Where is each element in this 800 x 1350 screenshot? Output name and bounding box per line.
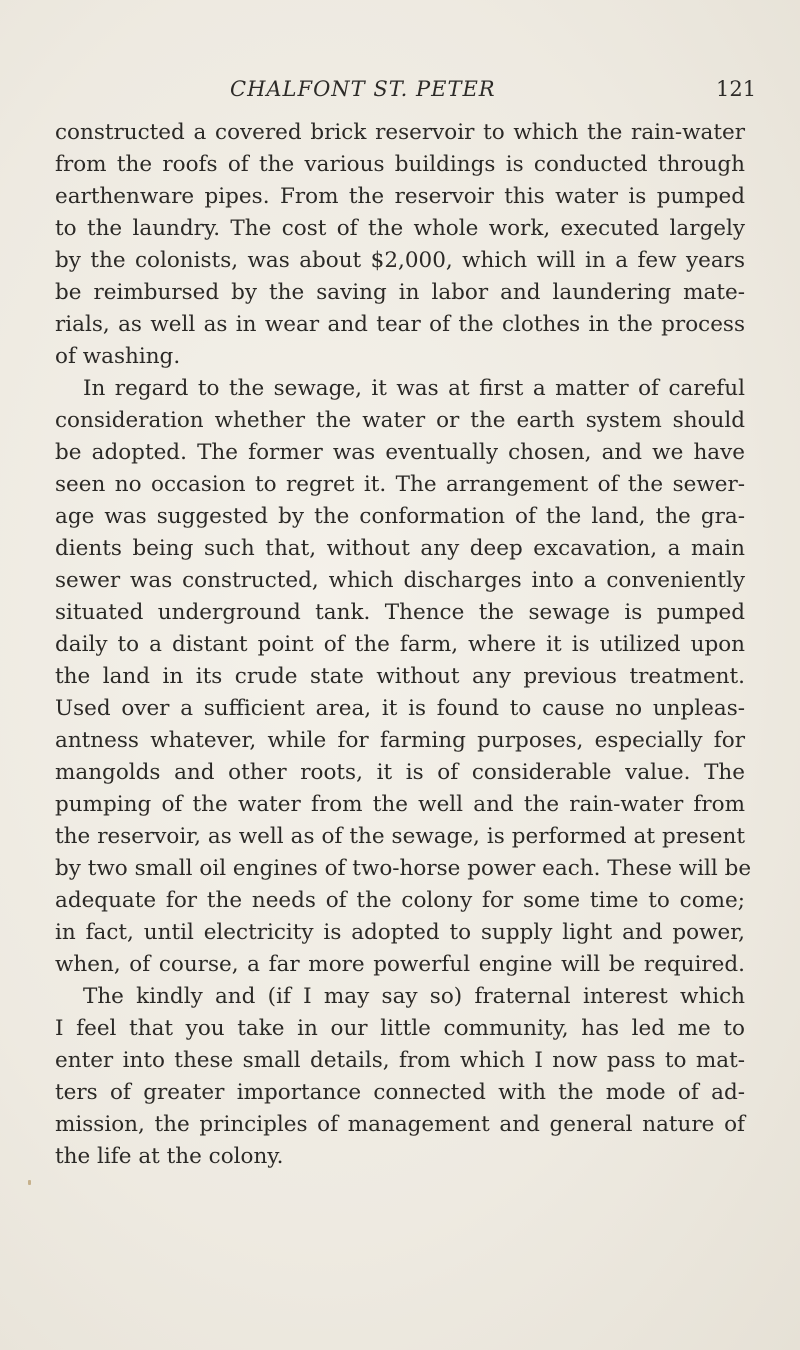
text-line: earthenware pipes. From the reservoir this water is pumped <box>55 184 745 209</box>
text-line: pumping of the water from the well and the rain-water from <box>55 792 745 817</box>
text-line: of washing. <box>55 344 181 369</box>
text-line: ters of greater importance connected with the mode of ad- <box>55 1080 745 1105</box>
text-line: In regard to the sewage, it was at first a matter of careful <box>83 376 745 401</box>
text-line: sewer was constructed, which discharges into a conveniently <box>55 568 745 593</box>
text-line: the land in its crude state without any previous treatment. <box>55 664 745 689</box>
text-line: adequate for the needs of the colony for some time to come; <box>55 888 745 913</box>
text-line: when, of course, a far more powerful engine will be required. <box>55 952 745 977</box>
text-line: daily to a distant point of the farm, where it is utilized upon <box>55 632 745 657</box>
text-line: Used over a sufficient area, it is found to cause no unpleas- <box>55 696 745 721</box>
running-head <box>0 75 800 107</box>
text-line: to the laundry. The cost of the whole work, executed largely <box>55 216 745 241</box>
text-line: from the roofs of the various buildings is conducted through <box>55 152 745 177</box>
text-line: by two small oil engines of two-horse power each. These will be <box>55 856 752 881</box>
text-line: by the colonists, was about $2,000, which will in a few years <box>55 248 745 273</box>
text-line: consideration whether the water or the earth system should <box>55 408 745 433</box>
text-line: in fact, until electricity is adopted to supply light and power, <box>55 920 745 945</box>
text-line: the reservoir, as well as of the sewage, is performed at present <box>55 824 745 849</box>
text-line: The kindly and (if I may say so) fraternal interest which <box>83 984 745 1009</box>
text-line: the life at the colony. <box>55 1144 284 1169</box>
text-line: rials, as well as in wear and tear of the clothes in the process <box>55 312 745 337</box>
text-line: mangolds and other roots, it is of considerable value. The <box>55 760 745 785</box>
text-line: seen no occasion to regret it. The arrangement of the sewer- <box>55 472 745 497</box>
text-line: situated underground tank. Thence the sewage is pumped <box>55 600 745 625</box>
text-line: mission, the principles of management and general nature of <box>55 1112 745 1137</box>
text-line: be reimbursed by the saving in labor and laundering mate- <box>55 280 745 305</box>
text-line: dients being such that, without any deep excavation, a main <box>55 536 745 561</box>
text-line: antness whatever, while for farming purposes, especially for <box>55 728 745 753</box>
paper-speck <box>28 1180 31 1185</box>
page-number: 121 <box>716 77 757 101</box>
text-line: I feel that you take in our little community, has led me to <box>55 1016 745 1041</box>
text-line: constructed a covered brick reservoir to which the rain-water <box>55 120 745 145</box>
text-line: enter into these small details, from which I now pass to mat- <box>55 1048 745 1073</box>
text-line: age was suggested by the conformation of the land, the gra- <box>55 504 745 529</box>
body-text <box>55 117 752 1173</box>
running-title: CHALFONT ST. PETER <box>230 77 496 101</box>
text-line: be adopted. The former was eventually chosen, and we have <box>55 440 745 465</box>
